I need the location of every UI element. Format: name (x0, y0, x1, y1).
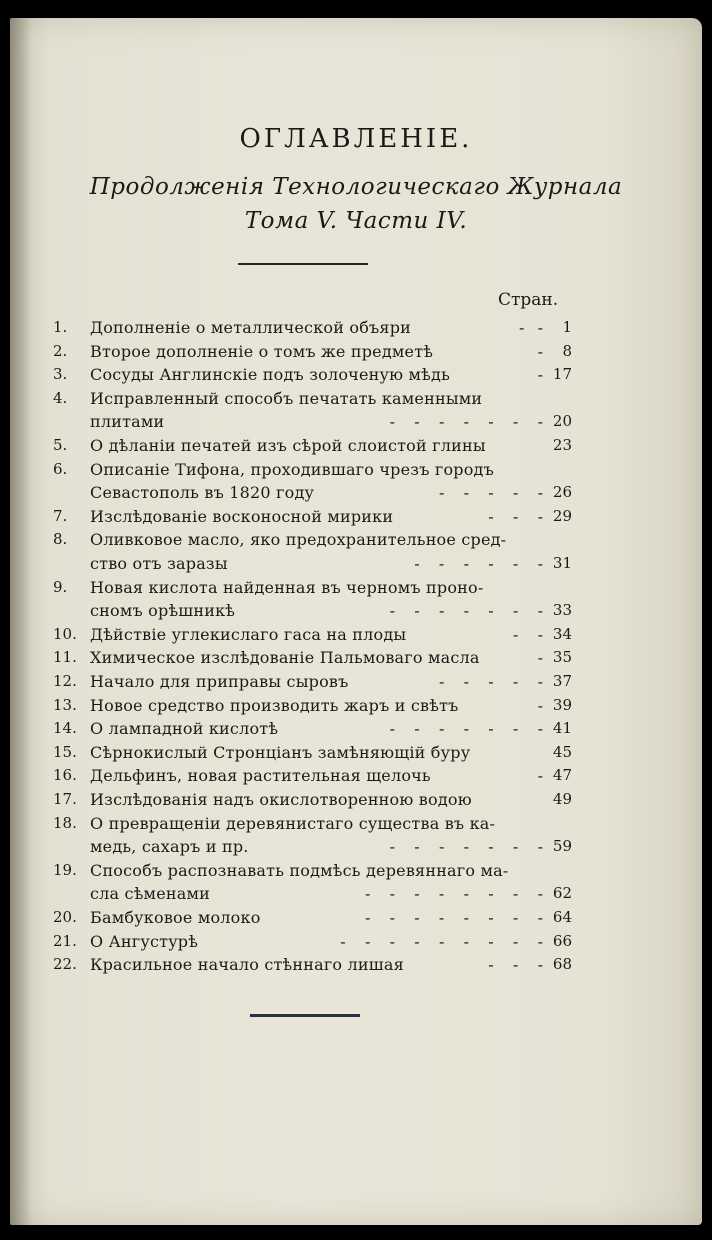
toc-page-number: 29 (552, 506, 572, 525)
toc-entry-number: 6. (53, 459, 68, 478)
toc-entry-title: Сѣрнокислый Стронціанъ замѣняющій буру (90, 742, 471, 762)
toc-entry-number: 8. (53, 530, 68, 549)
toc-entry-number: 13. (53, 695, 77, 714)
toc-entry-title: Исправленный способъ печатать каменными (90, 388, 483, 408)
toc-leader-dashes: - - - - - - - - (364, 908, 544, 927)
toc-page-number: 20 (552, 412, 572, 431)
toc-entry-number: 1. (53, 318, 68, 336)
toc-page-number: 8 (562, 341, 572, 360)
toc-entry-number: 4. (53, 388, 68, 407)
toc-page-number: 59 (552, 837, 572, 856)
toc-entry-number: 10. (53, 624, 77, 643)
toc-leader-dashes: - - - - - - - (389, 719, 544, 739)
toc-page-number: 47 (552, 766, 572, 785)
toc-entry-number: 18. (53, 813, 77, 832)
page-column-header: Стран. (498, 290, 559, 310)
toc-leader-dashes: - (537, 766, 544, 786)
toc-entry-number: 3. (53, 365, 68, 384)
toc-entry-title: Сосуды Англинскіе подъ золоченую мѣдь (90, 365, 450, 385)
top-divider (238, 263, 368, 265)
toc-entry-title: Начало для приправы сыровъ (90, 672, 349, 691)
toc-entry-title: медь, сахаръ и пр. (90, 837, 249, 857)
toc-entry-number: 22. (53, 955, 77, 974)
toc-leader-dashes: - (537, 341, 544, 361)
toc-entry-title: О лампадной кислотѣ (90, 719, 279, 739)
toc-leader-dashes: - - - - - (438, 672, 544, 691)
toc-entry-number: 20. (53, 908, 77, 926)
toc-leader-dashes: - - - - - (438, 483, 544, 503)
toc-entry-title: Дѣйствіе углекислаго гаса на плоды (90, 624, 407, 644)
toc-page-number: 41 (552, 719, 572, 738)
toc-entry-number: 9. (53, 577, 68, 596)
toc-leader-dashes: - - - (488, 955, 544, 975)
toc-entry-title: плитами (90, 412, 165, 432)
toc-entry-title: Описаніе Тифона, проходившаго чрезъ городъ (90, 459, 494, 479)
toc-page-number: 31 (552, 554, 572, 572)
toc-page-number: 33 (552, 601, 572, 620)
toc-page-number: 68 (552, 955, 572, 974)
toc-entry-title: Дельфинъ, новая растительная щелочь (90, 766, 431, 786)
toc-page-number: 1 (562, 318, 572, 336)
toc-leader-dashes: - - - - - - - (389, 601, 544, 621)
toc-entry-title: Способъ распознавать подмѣсь деревяннаго ма- (90, 860, 509, 880)
toc-page-number: 62 (552, 884, 572, 903)
toc-entry-title: Красильное начало стѣннаго лишая (90, 955, 404, 975)
toc-entry-number: 11. (53, 648, 77, 667)
toc-entry-title: Бамбуковое молоко (90, 908, 261, 927)
toc-leader-dashes: - - - - - - - - - (340, 931, 544, 951)
toc-entry-title: О Ангустурѣ (90, 931, 199, 951)
toc-leader-dashes: - - (519, 318, 544, 337)
toc-entry-title: Новое средство производить жаръ и свѣтъ (90, 695, 459, 715)
subtitle-journal: Продолженія Технологическаго Журнала (89, 174, 623, 200)
toc-page-number: 49 (552, 790, 572, 808)
toc-entry-title: Изслѣдованія надъ окислотворенною водою (90, 790, 472, 809)
toc-entry-title: Новая кислота найденная въ черномъ проно- (90, 577, 484, 597)
bottom-divider (250, 1014, 360, 1017)
toc-entry-title: ство отъ заразы (90, 554, 228, 573)
toc-entry-title: Второе дополненіе о томъ же предметѣ (90, 341, 434, 361)
toc-entry-title: Оливковое масло, яко предохранительное сред- (90, 530, 507, 550)
toc-page-number: 64 (552, 908, 572, 926)
toc-entry-title: Севастополь въ 1820 году (90, 483, 315, 503)
toc-leader-dashes: - (537, 695, 544, 715)
toc-leader-dashes: - - - (488, 506, 544, 526)
toc-leader-dashes: - - - - - - - (389, 412, 544, 432)
toc-leader-dashes: - - - - - - - - (364, 884, 544, 904)
toc-entry-number: 2. (53, 341, 68, 360)
subtitle-volume: Тома V. Части IV. (244, 208, 468, 234)
toc-page-number: 45 (552, 742, 572, 761)
toc-entry-number: 7. (53, 506, 68, 525)
toc-entry-number: 16. (53, 766, 77, 785)
toc-leader-dashes: - - - - - - (414, 554, 544, 573)
toc-entry-number: 21. (53, 931, 77, 950)
toc-entry-number: 14. (53, 719, 77, 738)
toc-leader-dashes: - (537, 648, 544, 668)
toc-page-number: 66 (552, 931, 572, 950)
toc-entry-number: 15. (53, 742, 77, 761)
toc-page-number: 37 (552, 672, 572, 690)
toc-leader-dashes: - (537, 365, 544, 385)
page-title: ОГЛАВЛЕНІЕ. (239, 124, 473, 154)
toc-leader-dashes: - - - - - - - (389, 837, 544, 857)
toc-page-number: 34 (552, 624, 572, 643)
toc-entry-number: 5. (53, 436, 68, 454)
toc-page-number: 39 (552, 695, 572, 714)
toc-entry-title: О превращеніи деревянистаго существа въ ка- (90, 813, 496, 833)
toc-entry-title: сла сѣменами (90, 884, 210, 904)
toc-entry-title: Изслѣдованіе восконосной мирики (90, 506, 394, 526)
toc-page-number: 23 (552, 436, 572, 454)
toc-page-number: 17 (552, 365, 572, 384)
toc-leader-dashes: - - (512, 624, 544, 644)
toc-page-number: 26 (552, 483, 572, 502)
toc-entry-title: Дополненіе о металлической объяри (90, 318, 412, 337)
toc-entry-number: 12. (53, 672, 77, 690)
toc-entry-title: Химическое изслѣдованіе Пальмоваго масла (90, 648, 480, 668)
toc-entry-title: сномъ орѣшникѣ (90, 601, 236, 621)
toc-entry-title: О дѣланіи печатей изъ сѣрой слоистой глины (90, 436, 486, 455)
toc-page-number: 35 (552, 648, 572, 667)
toc-entry-number: 19. (53, 860, 77, 879)
toc-entry-number: 17. (53, 790, 77, 808)
